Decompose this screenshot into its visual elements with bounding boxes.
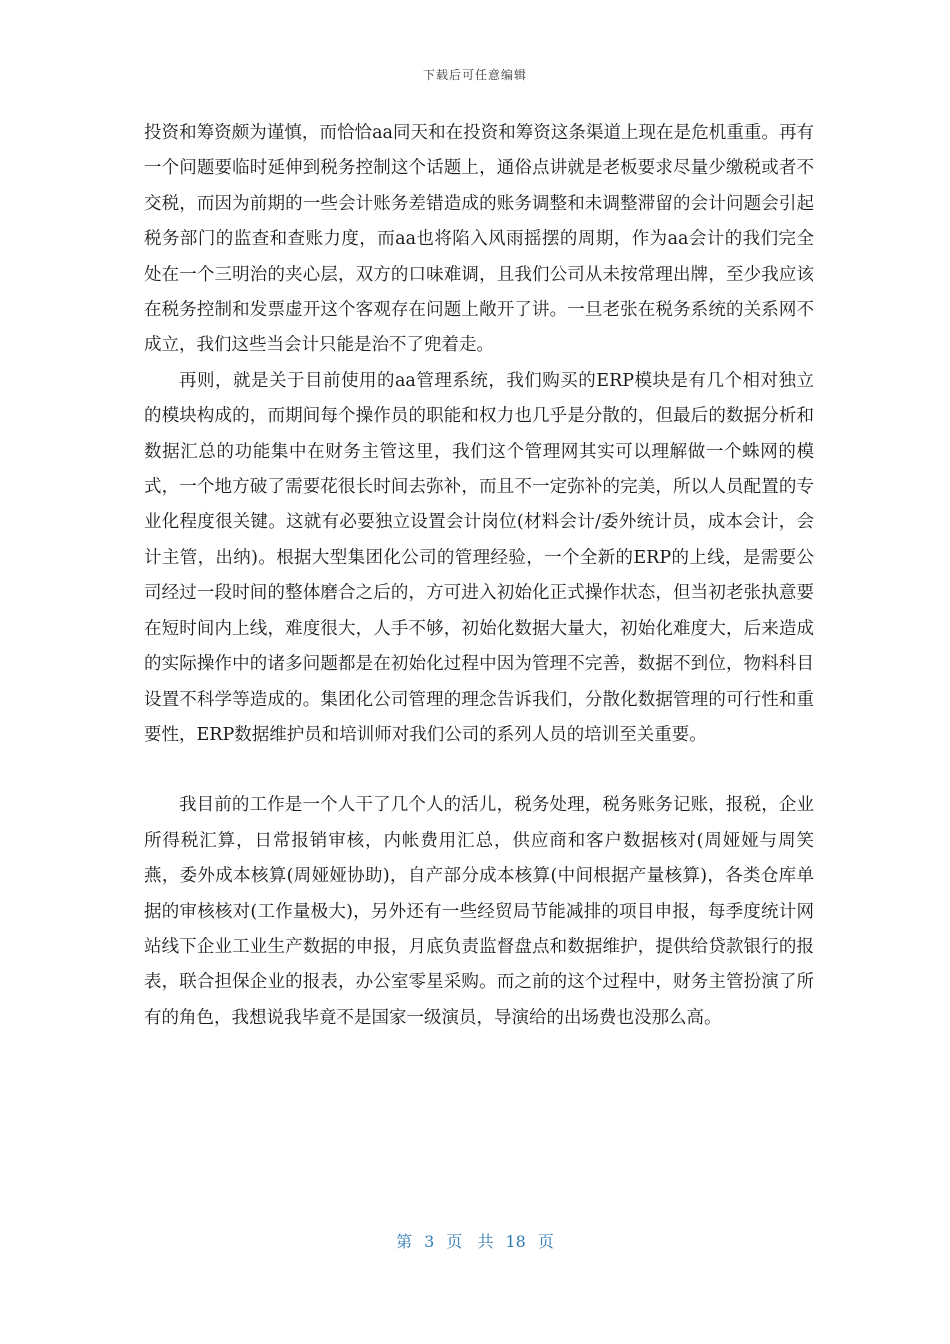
paragraph-current-work: 我目前的工作是一个人干了几个人的活儿，税务处理，税务账务记账，报税，企业所得税汇算，日常报销审核，内帐费用汇总，供应商和客户数据核对(周娅娅与周笑燕，委外成本核算(周娅娅协助)，自产部分成本核算(中间根据产量核算)，各类仓库单据的审核核对(工作量极大)，另外还有一些经贸局节能减排的项目申报，每季度统计网站线下企业工业生产数据的申报，月底负责监督盘点和数据维护，提供给贷款银行的报表，联合担保企业的报表，办公室零星采购。而之前的这个过程中，财务主管扮演了所有的角色，我想说我毕竟不是国家一级演员，导演给的出场费也没那么高。 xyxy=(144,795,814,1028)
page-footer xyxy=(0,1229,950,1252)
paragraph-erp-system: 再则，就是关于目前使用的aa管理系统，我们购买的ERP模块是有几个相对独立的模块构成的，而期间每个操作员的职能和权力也几乎是分散的，但最后的数据分析和数据汇总的功能集中在财务主管这里，我们这个管理网其实可以理解做一个蛛网的模式，一个地方破了需要花很长时间去弥补，而且不一定弥补的完美，所以人员配置的专业化程度很关键。这就有必要独立设置会计岗位(材料会计/委外统计员，成本会计，会计主管，出纳)。根据大型集团化公司的管理经验，一个全新的ERP的上线，是需要公司经过一段时间的整体磨合之后的，方可进入初始化正式操作状态，但当初老张执意要在短时间内上线，难度很大，人手不够，初始化数据大量大，初始化难度大，后来造成的实际操作中的诸多问题都是在初始化过程中因为管理不完善，数据不到位，物料科目设置不科学等造成的。集团化公司管理的理念告诉我们，分散化数据管理的可行性和重要性，ERP数据维护员和培训师对我们公司的系列人员的培训至关重要。 xyxy=(144,370,814,745)
paragraph-continuation: 投资和筹资颇为谨慎，而恰恰aa同天和在投资和筹资这条渠道上现在是危机重重。再有一个问题要临时延伸到税务控制这个话题上，通俗点讲就是老板要求尽量少缴税或者不交税，而因为前期的一些会计账务差错造成的账务调整和未调整滞留的会计问题会引起税务部门的监查和查账力度，而aa也将陷入风雨摇摆的周期，作为aa会计的我们完全处在一个三明治的夹心层，双方的口味难调，且我们公司从未按常理出牌，至少我应该在税务控制和发票虚开这个客观存在问题上敞开了讲。一旦老张在税务系统的关系网不成立，我们这些当会计只能是治不了兜着走。 xyxy=(144,123,814,356)
footer-current-page: 3 xyxy=(424,1232,435,1251)
page-header: 下载后可任意编辑 xyxy=(422,68,527,82)
footer-label-page: 第 xyxy=(396,1232,413,1251)
footer-total-pages: 18 xyxy=(505,1232,526,1251)
footer-label-end: 页 xyxy=(537,1232,554,1251)
footer-label-of: 页 共 xyxy=(446,1232,494,1251)
document-body xyxy=(144,116,814,1036)
